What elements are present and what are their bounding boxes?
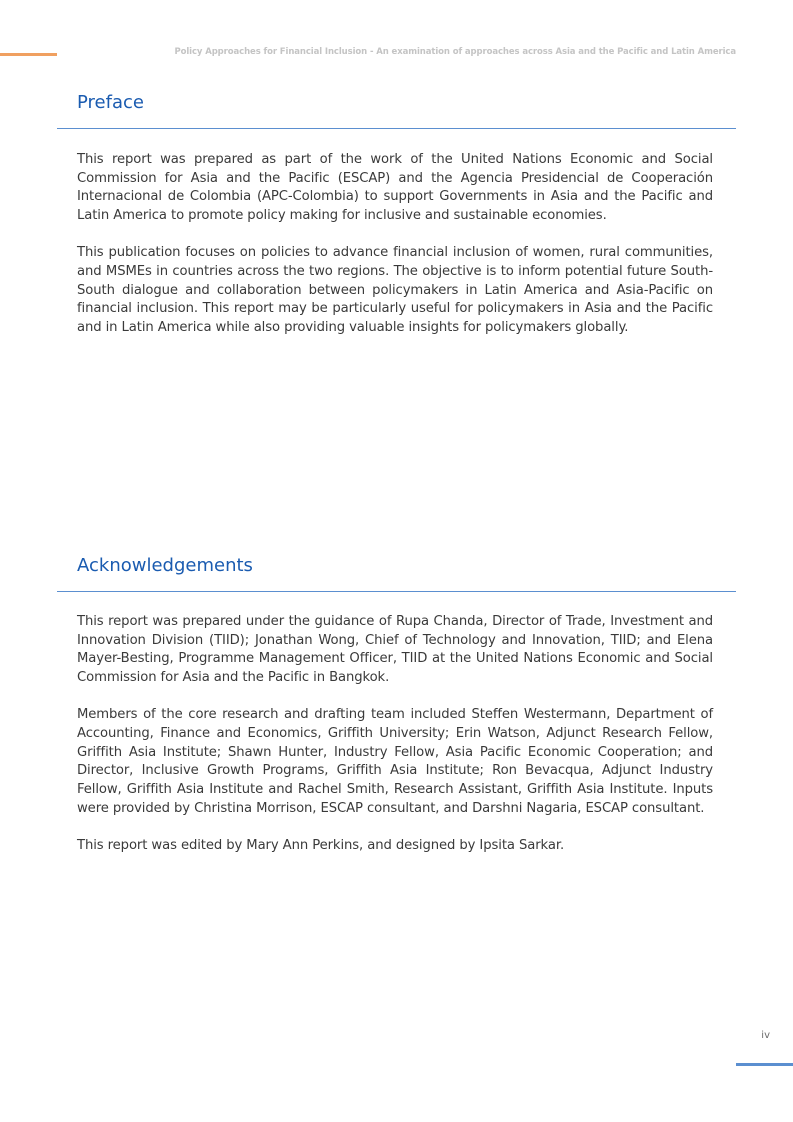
running-header: Policy Approaches for Financial Inclusion - An examination of approaches across Asia and the Pacific and Latin America [174, 47, 736, 57]
preface-body [77, 151, 713, 356]
acknowledgements-body [77, 613, 713, 874]
preface-heading: Preface [77, 92, 144, 113]
acknowledgements-paragraph: This report was edited by Mary Ann Perkins, and designed by Ipsita Sarkar. [77, 838, 565, 854]
bottom-accent-bar [736, 1063, 793, 1066]
acknowledgements-paragraph: This report was prepared under the guidance of Rupa Chanda, Director of Trade, Investment and Innovation Division (TIID); Jonathan Wong, Chief of Technology and Innovation, TIID; and Elena Mayer-Besting, Programme Management Officer, TIID at the United Nations Economic and Social Commission for Asia and the Pacific in Bangkok. [77, 614, 713, 686]
page-number: iv [761, 1030, 770, 1041]
preface-paragraph: This report was prepared as part of the work of the United Nations Economic and Social Commission for Asia and the Pacific (ESCAP) and the Agencia Presidencial de Cooperación Internacional de Colombia (APC-Colombia) to support Governments in Asia and the Pacific and Latin America to promote policy making for inclusive and sustainable economies. [77, 152, 713, 224]
top-accent-bar [0, 53, 57, 56]
acknowledgements-paragraph: Members of the core research and drafting team included Steffen Westermann, Department of Accounting, Finance and Economics, Griffith University; Erin Watson, Adjunct Research Fellow, Griffith Asia Institute; Shawn Hunter, Industry Fellow, Asia Pacific Economic Cooperation; and Director, Inclusive Growth Programs, Griffith Asia Institute; Ron Bevacqua, Adjunct Industry Fellow, Griffith Asia Institute and Rachel Smith, Research Assistant, Griffith Asia Institute. Inputs were provided by Christina Morrison, ESCAP consultant, and Darshni Nagaria, ESCAP consultant. [77, 707, 713, 816]
acknowledgements-divider [57, 591, 736, 592]
preface-paragraph: This publication focuses on policies to advance financial inclusion of women, rural communities, and MSMEs in countries across the two regions. The objective is to inform potential future South-South dialogue and collaboration between policymakers in Latin America and Asia-Pacific on financial inclusion. This report may be particularly useful for policymakers in Asia and the Pacific and in Latin America while also providing valuable insights for policymakers globally. [77, 245, 713, 336]
acknowledgements-heading: Acknowledgements [77, 555, 253, 576]
preface-divider [57, 128, 736, 129]
